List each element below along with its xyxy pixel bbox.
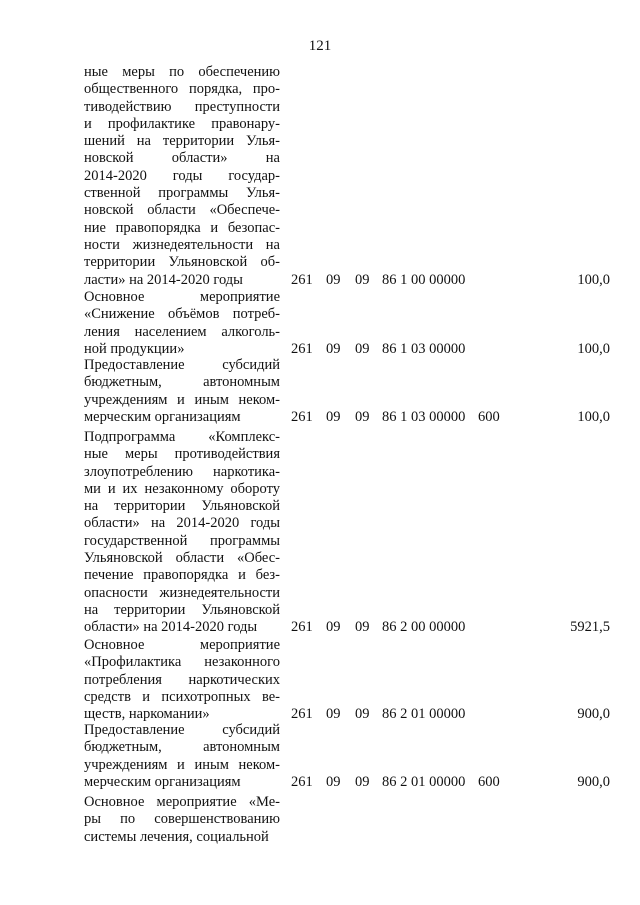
subsection-code: 09 [355, 408, 370, 425]
section-code: 09 [326, 706, 341, 723]
subsection-code: 09 [355, 773, 370, 790]
admin-code: 261 [291, 340, 313, 357]
description-line: злоупотреблению наркотика- [84, 463, 280, 480]
description-line: на территории Ульяновской [84, 601, 280, 618]
description-line: ми и их незаконному обороту [84, 480, 280, 497]
description-line: на территории Ульяновской [84, 498, 280, 515]
target-article-code: 86 2 00 00000 [382, 619, 466, 636]
target-article-code: 86 2 01 00000 [382, 773, 466, 790]
description-line: новской области» на [84, 150, 280, 167]
description-line: 2014-2020 годы государ- [84, 167, 280, 184]
description-line: Предоставление субсидий [84, 357, 280, 373]
description-line: ления населением алкоголь- [84, 323, 280, 340]
description-line: Предоставление субсидий [84, 722, 280, 738]
description-line: печение правопорядка и без- [84, 567, 280, 584]
admin-code: 261 [291, 408, 313, 425]
section-code: 09 [326, 408, 341, 425]
description-line: «Снижение объёмов потреб- [84, 306, 280, 323]
subsection-code: 09 [355, 706, 370, 723]
row-description [84, 637, 280, 723]
description-line: Подпрограмма «Комплекс- [84, 429, 280, 445]
description-line: ласти» на 2014-2020 годы [84, 271, 243, 288]
section-code: 09 [326, 619, 341, 636]
amount-value: 900,0 [577, 773, 610, 790]
amount-value: 5921,5 [570, 619, 610, 636]
description-line: опасности жизнедеятельности [84, 584, 280, 601]
description-line: новской области «Обеспече- [84, 202, 280, 219]
row-description [84, 64, 280, 289]
admin-code: 261 [291, 706, 313, 723]
description-line: тиводействию преступности [84, 98, 280, 115]
description-line: Основное мероприятие «Ме- [84, 794, 280, 810]
expense-kind-code: 600 [478, 773, 500, 790]
description-line: потребления наркотических [84, 671, 280, 688]
row-description [84, 722, 280, 791]
description-line: средств и психотропных ве- [84, 688, 280, 705]
description-line: государственной программы [84, 532, 280, 549]
target-article-code: 86 1 03 00000 [382, 340, 466, 357]
subsection-code: 09 [355, 619, 370, 636]
description-line: ные меры по обеспечению [84, 64, 280, 80]
description-line: ры по совершенствованию [84, 811, 280, 828]
description-line: области» на 2014-2020 годы [84, 619, 258, 636]
description-line: «Профилактика незаконного [84, 654, 280, 671]
description-line: ные меры противодействия [84, 446, 280, 463]
row-description [84, 429, 280, 637]
description-line: области» на 2014-2020 годы [84, 515, 280, 532]
description-line: учреждениям и иным неком- [84, 391, 280, 408]
target-article-code: 86 2 01 00000 [382, 706, 466, 723]
description-line: ственной программы Улья- [84, 185, 280, 202]
description-line: мерческим организациям [84, 408, 241, 425]
section-code: 09 [326, 340, 341, 357]
amount-value: 100,0 [577, 271, 610, 288]
description-line: общественного порядка, про- [84, 81, 280, 98]
description-line: ние правопорядка и безопас- [84, 219, 280, 236]
row-description [84, 289, 280, 358]
description-line: учреждениям и иным неком- [84, 756, 280, 773]
section-code: 09 [326, 271, 341, 288]
description-line: бюджетным, автономным [84, 739, 280, 756]
description-line: и профилактике правонару- [84, 115, 280, 132]
description-line: Ульяновской области «Обес- [84, 550, 280, 567]
description-line: ности жизнедеятельности на [84, 236, 280, 253]
description-line: Основное мероприятие [84, 289, 280, 305]
description-line: системы лечения, социальной [84, 828, 269, 845]
expense-kind-code: 600 [478, 408, 500, 425]
target-article-code: 86 1 00 00000 [382, 271, 466, 288]
admin-code: 261 [291, 619, 313, 636]
subsection-code: 09 [355, 271, 370, 288]
description-line: территории Ульяновской об- [84, 254, 280, 271]
subsection-code: 09 [355, 340, 370, 357]
amount-value: 100,0 [577, 408, 610, 425]
admin-code: 261 [291, 271, 313, 288]
description-line: ной продукции» [84, 340, 185, 357]
admin-code: 261 [291, 773, 313, 790]
description-line: бюджетным, автономным [84, 374, 280, 391]
page-number: 121 [308, 38, 332, 54]
description-line: ществ, наркомании» [84, 706, 210, 723]
description-line: мерческим организациям [84, 773, 241, 790]
target-article-code: 86 1 03 00000 [382, 408, 466, 425]
amount-value: 100,0 [577, 340, 610, 357]
description-line: Основное мероприятие [84, 637, 280, 653]
row-description [84, 357, 280, 426]
amount-value: 900,0 [577, 706, 610, 723]
row-description [84, 794, 280, 846]
description-line: шений на территории Улья- [84, 133, 280, 150]
section-code: 09 [326, 773, 341, 790]
